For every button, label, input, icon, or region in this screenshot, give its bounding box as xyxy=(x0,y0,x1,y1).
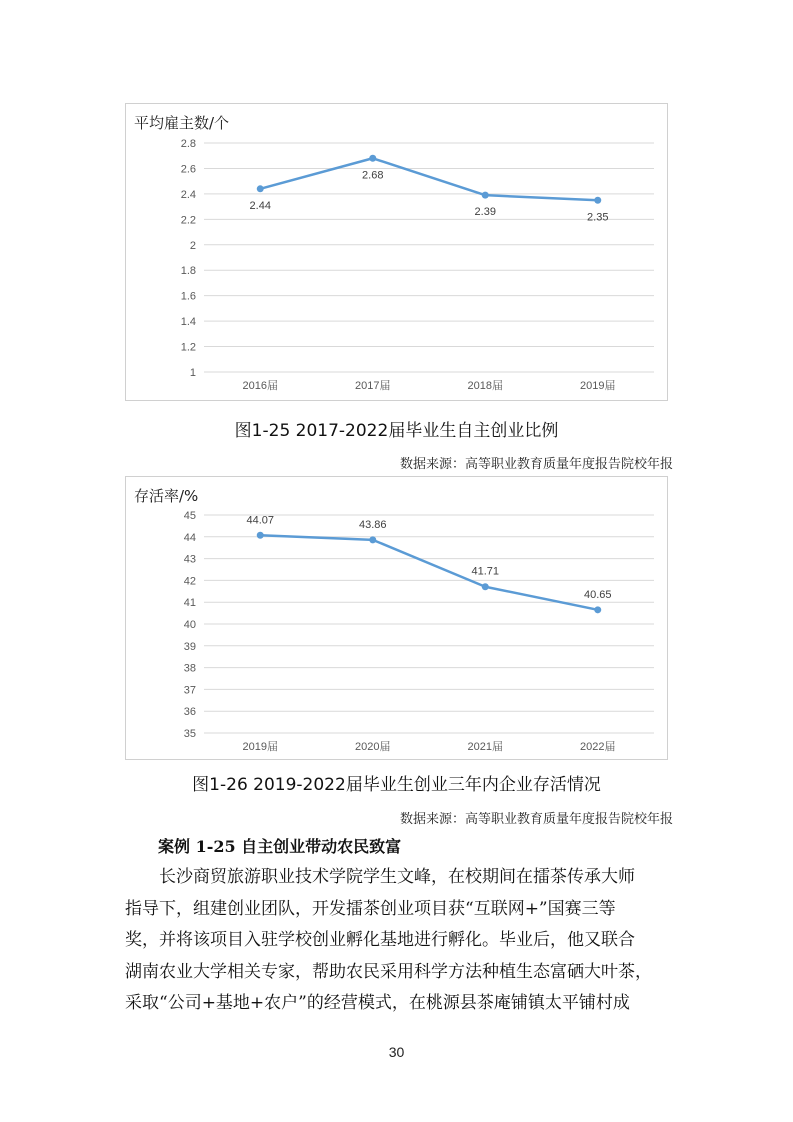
chart1-ytick-label: 2 xyxy=(189,239,196,252)
chart1-data-label: 2.35 xyxy=(587,211,609,224)
chart2-data-point xyxy=(594,606,601,613)
chart1-ytick-label: 2.6 xyxy=(180,163,196,176)
chart2-ytick-label: 37 xyxy=(183,684,196,697)
chart1-ytick-label: 2.8 xyxy=(180,138,196,150)
chart1-xtick-label: 2019届 xyxy=(580,380,616,392)
chart1-xtick-label: 2017届 xyxy=(355,380,391,392)
chart1-data-point xyxy=(594,197,601,204)
figure-caption-1-25: 图1-25 2017-2022届毕业生自主创业比例 xyxy=(234,421,559,441)
chart2-ytick-label: 39 xyxy=(183,640,196,653)
chart2-data-label: 40.65 xyxy=(583,588,612,601)
chart1-ytick-label: 1 xyxy=(189,367,196,379)
chart1-ytick-label: 1.8 xyxy=(180,265,196,278)
case-paragraph xyxy=(125,862,685,1020)
chart2-ytick-label: 42 xyxy=(183,575,196,588)
chart1-ytick-label: 1.2 xyxy=(180,341,196,354)
chart-employer-count xyxy=(125,103,668,401)
chart2-data-point xyxy=(482,583,489,590)
chart1-ytick-label: 1.4 xyxy=(180,316,196,329)
chart1-ytick-label: 2.4 xyxy=(180,188,196,201)
chart2-data-point xyxy=(257,532,264,539)
data-source-note-2: 数据来源：高等职业教育质量年度报告院校年报 xyxy=(399,812,673,827)
chart1-data-label: 2.68 xyxy=(362,169,384,182)
chart2-xtick-label: 2020届 xyxy=(355,741,391,753)
chart2-data-point xyxy=(369,536,376,543)
data-source-note-1: 数据来源：高等职业教育质量年度报告院校年报 xyxy=(399,457,673,472)
chart1-data-label: 2.44 xyxy=(249,199,271,212)
chart2-xtick-label: 2021届 xyxy=(467,741,503,753)
chart1-data-label: 2.39 xyxy=(474,206,496,219)
chart1-ytick-label: 1.6 xyxy=(180,290,196,303)
chart1-xtick-label: 2018届 xyxy=(467,380,503,392)
paragraph-line: 奖，并将该项目入驻学校创业孵化基地进行孵化。毕业后，他又联合 xyxy=(125,930,635,950)
chart2-ytick-label: 36 xyxy=(183,706,196,719)
chart-survival-rate xyxy=(125,476,668,760)
chart2-ytick-label: 41 xyxy=(183,597,196,610)
paragraph-line: 采取“公司+基地+农户”的经营模式，在桃源县茶庵铺镇太平铺村成 xyxy=(125,993,630,1013)
chart1-ylabel: 平均雇主数/个 xyxy=(134,114,230,132)
chart2-ytick-label: 45 xyxy=(183,510,196,522)
chart1-xtick-label: 2016届 xyxy=(242,380,278,392)
chart2-ytick-label: 40 xyxy=(183,619,196,631)
chart1-ytick-label: 2.2 xyxy=(180,214,196,227)
chart2-ytick-label: 43 xyxy=(183,553,196,566)
chart1-data-point xyxy=(482,192,489,199)
chart1-plot xyxy=(126,104,667,400)
paragraph-line: 湖南农业大学相关专家，帮助农民采用科学方法种植生态富硒大叶茶， xyxy=(125,961,652,982)
chart1-data-point xyxy=(257,185,264,192)
case-title: 案例 1-25 自主创业带动农民致富 xyxy=(158,837,402,856)
chart2-data-label: 44.07 xyxy=(246,514,275,527)
chart2-ytick-label: 35 xyxy=(183,728,196,740)
chart2-series-line xyxy=(260,535,598,610)
chart2-plot xyxy=(126,477,667,759)
chart2-ytick-label: 44 xyxy=(183,531,196,544)
paragraph-line: 长沙商贸旅游职业技术学院学生文峰，在校期间在擂茶传承大师 xyxy=(159,867,635,887)
paragraph-line: 指导下，组建创业团队，开发擂茶创业项目获“互联网+”国赛三等 xyxy=(125,898,616,919)
chart2-ytick-label: 38 xyxy=(183,662,196,675)
page-number: 30 xyxy=(388,1044,405,1060)
chart2-ylabel: 存活率/% xyxy=(134,487,199,505)
figure-caption-1-26: 图1-26 2019-2022届毕业生创业三年内企业存活情况 xyxy=(192,775,601,795)
chart1-data-point xyxy=(369,155,376,162)
chart2-data-label: 43.86 xyxy=(358,518,387,531)
chart2-xtick-label: 2019届 xyxy=(242,741,278,753)
chart2-data-label: 41.71 xyxy=(471,565,500,578)
chart2-xtick-label: 2022届 xyxy=(580,741,616,753)
